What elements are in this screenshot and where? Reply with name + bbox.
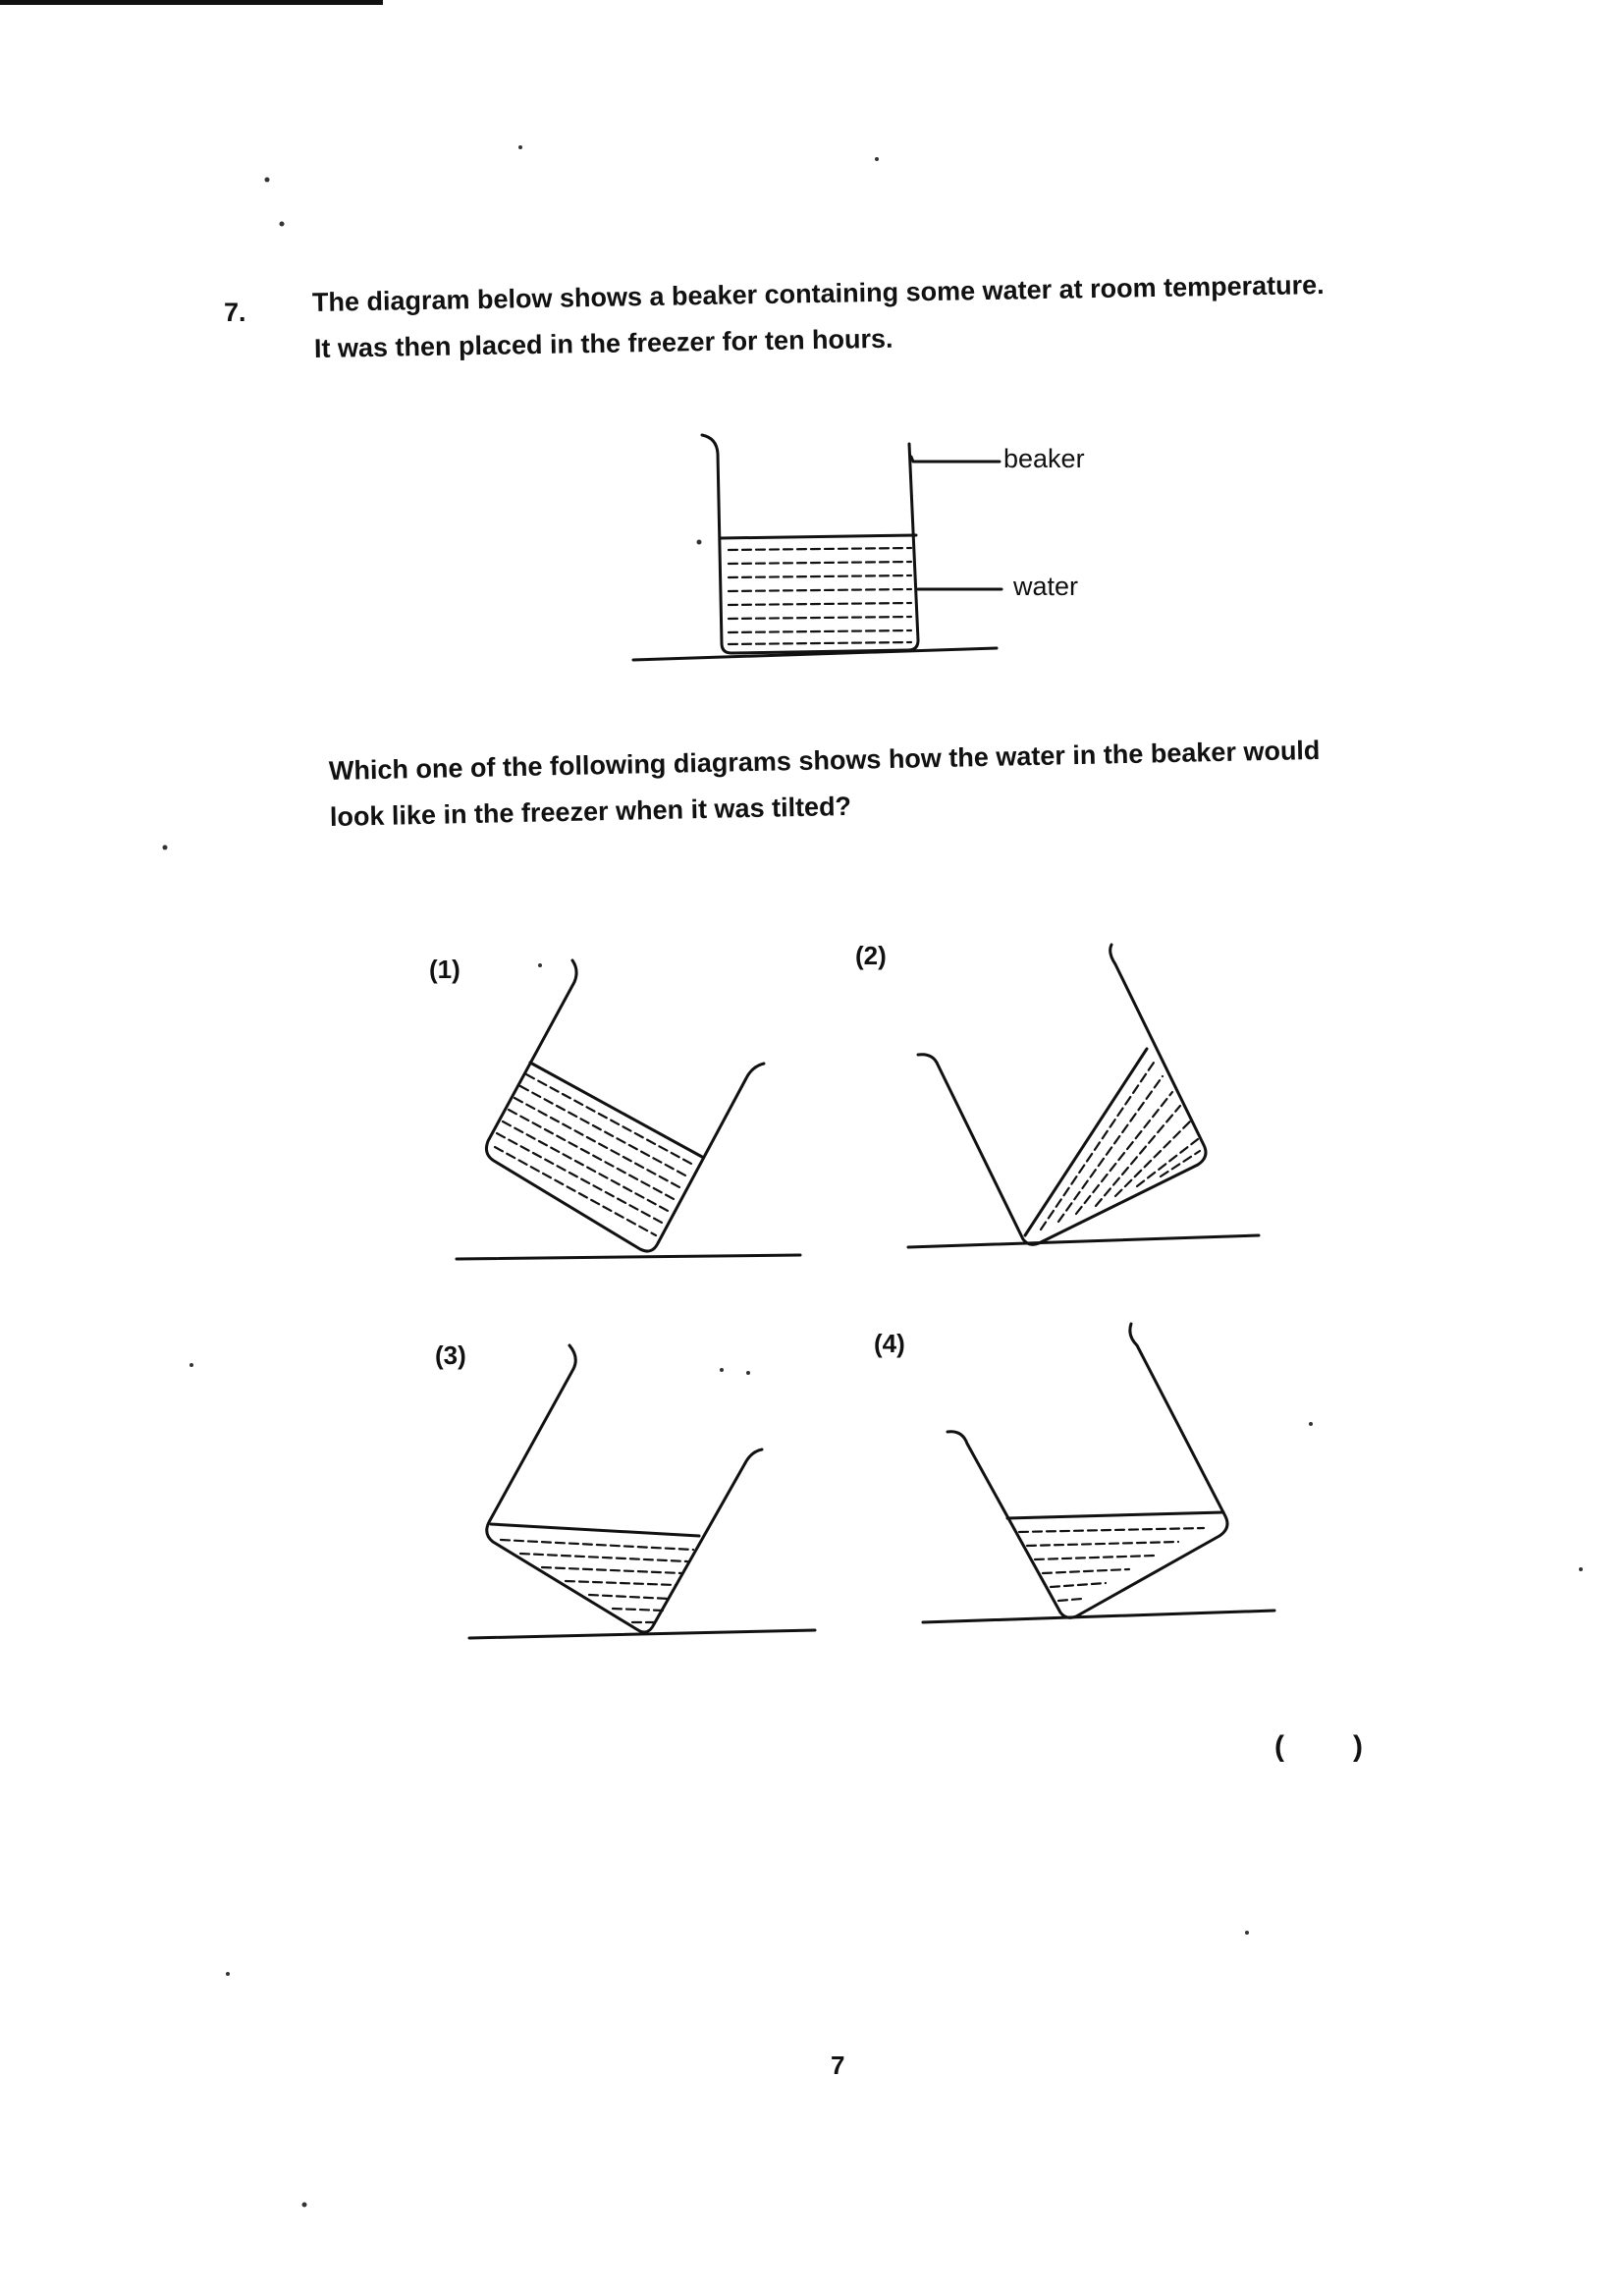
option-2-label[interactable]: (2) (855, 941, 887, 970)
scan-specks (163, 145, 1584, 2208)
main-beaker (702, 435, 918, 653)
option-1-label[interactable]: (1) (429, 955, 460, 984)
page-number: 7 (831, 2050, 845, 2080)
option-4-label[interactable]: (4) (874, 1329, 905, 1358)
option-2-water-surface (1025, 1049, 1147, 1235)
option-1-water-surface (530, 1063, 702, 1157)
option-4-table-line (923, 1611, 1274, 1622)
main-water-surface (720, 535, 916, 538)
option-3-beaker (487, 1345, 762, 1632)
option-2-diagram (908, 945, 1259, 1247)
option-3-water-pattern (501, 1540, 693, 1622)
option-3-label[interactable]: (3) (435, 1340, 466, 1370)
option-3-table-line (469, 1630, 815, 1638)
answer-box-close: ) (1353, 1730, 1363, 1763)
answer-box-open: ( (1274, 1730, 1284, 1763)
option-1-diagram (457, 960, 800, 1259)
option-2-table-line (908, 1235, 1259, 1247)
main-water-pattern (729, 548, 911, 644)
option-4-water-pattern (1019, 1528, 1204, 1601)
answer-box[interactable] (1274, 1730, 1363, 1764)
beaker-label: beaker (1003, 444, 1085, 473)
question-ask-line-2: look like in the freezer when it was tilted? (329, 791, 852, 832)
option-4-beaker (947, 1324, 1227, 1617)
option-4-water-surface (1007, 1512, 1223, 1518)
option-2-beaker (918, 945, 1206, 1244)
main-table-line (633, 648, 997, 660)
water-label: water (1013, 572, 1079, 601)
option-3-water-surface (491, 1524, 699, 1536)
top-rule (0, 0, 383, 5)
question-ask-line-1: Which one of the following diagrams shows how the water in the beaker would (328, 735, 1321, 786)
option-1-water-pattern (495, 1074, 693, 1235)
option-2-water-pattern (1041, 1063, 1200, 1230)
option-3-diagram (469, 1345, 815, 1638)
option-1-table-line (457, 1255, 800, 1259)
question-stem-line-2: It was then placed in the freezer for ten hours. (313, 323, 893, 363)
question-stem-line-1: The diagram below shows a beaker containing some water at room temperature. (311, 270, 1325, 317)
option-4-diagram (923, 1324, 1274, 1622)
beaker-diagram (633, 435, 1001, 660)
beaker-leader-line (911, 457, 1000, 462)
question-number: 7. (224, 298, 246, 327)
option-1-beaker (486, 960, 764, 1251)
